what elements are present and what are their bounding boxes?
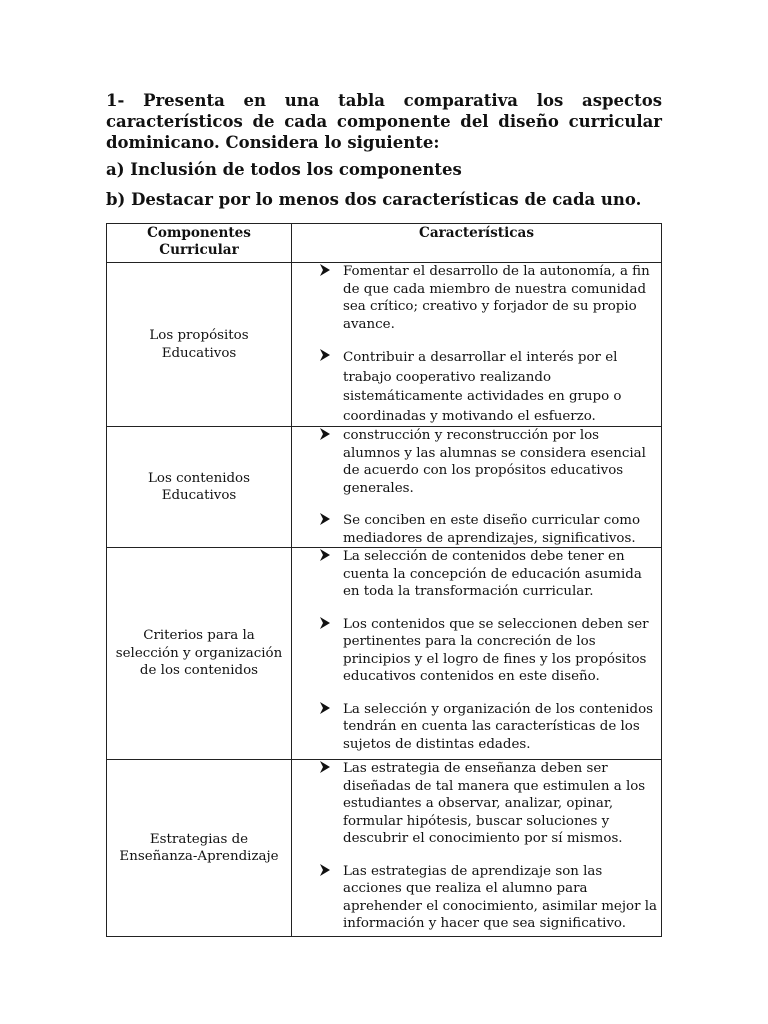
question-block [106, 90, 662, 210]
list-item [292, 348, 661, 426]
arrowhead-bullet-icon [320, 513, 332, 527]
arrowhead-bullet-icon [320, 549, 332, 563]
component-cell: Los propósitos Educativos [107, 263, 292, 427]
characteristics-cell [292, 427, 662, 548]
characteristics-cell [292, 548, 662, 760]
bullet-list [292, 427, 661, 547]
table-row [107, 548, 662, 760]
comparison-table [106, 223, 662, 937]
table-row [107, 760, 662, 937]
bullet-text: La selección y organización de los contenidos tendrán en cuenta las características de los sujetos de distintas edades. [343, 701, 653, 752]
characteristics-cell [292, 263, 662, 427]
bullet-list [292, 263, 661, 426]
arrowhead-bullet-icon [320, 428, 332, 442]
arrowhead-bullet-icon [320, 761, 332, 775]
bullet-list [292, 760, 661, 933]
list-item [292, 616, 661, 686]
list-item [292, 427, 661, 497]
bullet-text: Las estrategia de enseñanza deben ser diseñadas de tal manera que estimulen a los estudiantes a observar, analizar, opinar, formular hipótesis, buscar soluciones y descubrir el conocimiento por sí mismos. [343, 761, 646, 846]
arrowhead-bullet-icon [320, 349, 332, 363]
header-components: Componentes Curricular [107, 224, 292, 263]
arrowhead-bullet-icon [320, 264, 332, 278]
bullet-text: Las estrategias de aprendizaje son las acciones que realiza el alumno para aprehender el conocimiento, asimilar mejor la información y hacer que sea significativo. [343, 863, 657, 931]
bullet-list [292, 548, 661, 753]
table-row [107, 427, 662, 548]
arrowhead-bullet-icon [320, 617, 332, 631]
arrowhead-bullet-icon [320, 864, 332, 878]
question-title: 1- Presenta en una tabla comparativa los aspectos característicos de cada componente del diseño curricular dominicano. Considera lo siguiente: [106, 91, 662, 152]
list-item [292, 263, 661, 333]
table-row [107, 263, 662, 427]
question-item-b: b) Destacar por lo menos dos características de cada uno. [106, 190, 642, 209]
list-item [292, 701, 661, 754]
list-item [292, 548, 661, 601]
list-item [292, 863, 661, 933]
bullet-text: Se conciben en este diseño curricular como mediadores de aprendizajes, significativos. [343, 513, 641, 546]
component-cell: Los contenidos Educativos [107, 427, 292, 548]
bullet-text: construcción y reconstrucción por los alumnos y las alumnas se considera esencial de acuerdo con los propósitos educativos generales. [343, 428, 646, 496]
bullet-text: Contribuir a desarrollar el interés por el trabajo cooperativo realizando sistemáticamente actividades en grupo o coordinadas y motivando el esfuerzo. [343, 350, 622, 424]
header-characteristics: Características [292, 224, 662, 263]
list-item [292, 512, 661, 547]
table-header-row [107, 224, 662, 263]
arrowhead-bullet-icon [320, 702, 332, 716]
component-cell: Criterios para la selección y organización de los contenidos [107, 548, 292, 760]
bullet-text: Fomentar el desarrollo de la autonomía, a fin de que cada miembro de nuestra comunidad sea crítico; creativo y forjador de su propio avance. [343, 264, 650, 332]
bullet-text: Los contenidos que se seleccionen deben ser pertinentes para la concreción de los principios y el logro de fines y los propósitos educativos contenidos en este diseño. [343, 616, 649, 684]
component-cell: Estrategias de Enseñanza-Aprendizaje [107, 760, 292, 937]
bullet-text: La selección de contenidos debe tener en cuenta la concepción de educación asumida en toda la transformación curricular. [343, 549, 642, 599]
question-item-a: a) Inclusión de todos los componentes [106, 160, 462, 179]
list-item [292, 760, 661, 848]
characteristics-cell [292, 760, 662, 937]
